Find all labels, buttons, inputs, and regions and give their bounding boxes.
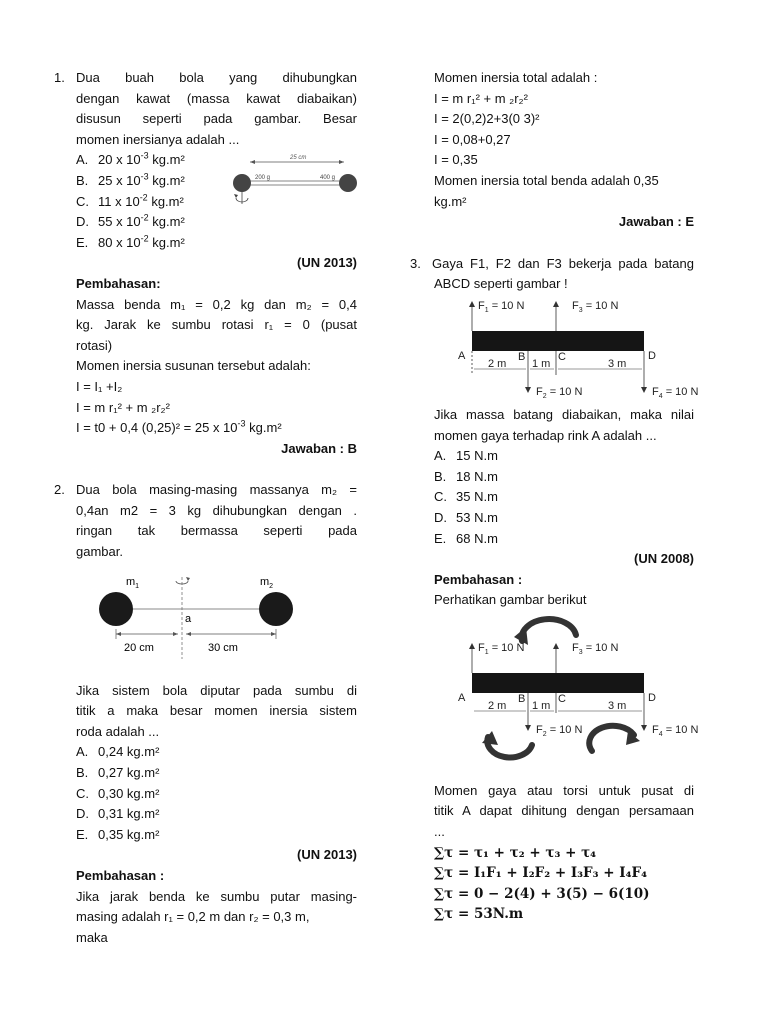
q1-solution-title: Pembahasan: — [76, 275, 161, 291]
q3-point-a: A — [458, 349, 466, 362]
q3-line-2: ABCD seperti gambar ! — [434, 276, 568, 292]
q3-point-d: D — [648, 349, 656, 362]
q1-option-e: E. 80 x $10^{-2}$ kg.m² — [76, 233, 185, 250]
q1-option-c: C. 11 x $10^{-2}$ kg.m² — [76, 192, 184, 209]
q2-after-line-3: roda adalah ... — [76, 723, 160, 739]
q3-option-c: C. 35 N.m — [434, 489, 498, 505]
q3-solution-diagram — [444, 611, 714, 781]
q1-line-1: 1. Dua buah bola yang dihubungkan — [54, 68, 357, 89]
q1-option-b: B. 25 x $10^{-3}$ kg.m² — [76, 171, 185, 188]
q3-solution-line-2: titik A dapat dihitung dengan persamaan — [434, 803, 694, 819]
q3-sol-f2-label: $F_2 = 10$ N — [536, 723, 583, 738]
q3-length-bc: 1 m — [532, 357, 551, 370]
q3-solution-line-3: ... — [434, 824, 445, 840]
q3-sol-length-cd: 3 m — [608, 699, 627, 712]
q1-solution-line-2: kg. Jarak ke sumbu rotasi r₁ = 0 (pusat — [76, 317, 357, 333]
q1-solution-line-6: I = m r₁² + m ₂r₂² — [76, 399, 170, 415]
q1-line-4: momen inersianya adalah ... — [76, 131, 240, 147]
q3-sol-point-b: B — [518, 692, 526, 705]
q3-sol-length-bc: 1 m — [532, 699, 551, 712]
q2-distance-1: 20 cm — [124, 641, 154, 654]
q2-option-d: D. 0,31 kg.m² — [76, 806, 160, 822]
q1-solution-line-5: I = I₁ +I₂ — [76, 378, 123, 394]
q3-f3-label: $F_3 = 10$ N — [572, 299, 619, 314]
q2-after-line-2: titik a maka besar momen inersia sistem — [76, 703, 357, 719]
q3-sol-point-c: C — [558, 692, 566, 705]
q1-ball-1 — [233, 174, 251, 192]
q1-line-3: disusun seperti pada gambar. Besar — [76, 111, 357, 127]
q2-source: (UN 2013) — [297, 847, 357, 863]
q1-mass-1-label: 200 g — [255, 175, 271, 182]
q1-solution-line-4: Momen inersia susunan tersebut adalah: — [76, 358, 311, 374]
q2c-line-2: I = m r₁² + m ₂r₂² — [434, 90, 528, 106]
q2-distance-2: 30 cm — [208, 641, 238, 654]
q3-equation-2: ∑τ = I₁F₁ + I₂F₂ + I₃F₃ + I₄F₄ — [434, 865, 647, 882]
q3-equation-3: ∑τ = 0 − 2(4) + 3(5) − 6(10) — [434, 885, 650, 902]
q1-answer: Jawaban : B — [281, 440, 357, 456]
q2-number: 2. — [54, 482, 65, 498]
q1-solution-line-1: Massa benda m₁ = 0,2 kg dan m₂ = 0,4 — [76, 296, 357, 312]
q1-diagram — [232, 154, 357, 216]
q2c-line-6: Momen inersia total benda adalah 0,35 — [434, 172, 659, 188]
q2-solution-line-3: maka — [76, 929, 108, 945]
q2-line-2: 0,4an m2 = 3 kg dihubungkan dengan . — [76, 502, 357, 518]
q3-rod — [472, 331, 644, 351]
question-2 — [54, 480, 357, 948]
q1-mass-2-label: 400 g — [320, 175, 336, 182]
q2-option-a: A. 0,24 kg.m² — [76, 744, 160, 760]
q3-option-b: B. 18 N.m — [434, 468, 498, 484]
q1-solution-line-3: rotasi) — [76, 337, 113, 353]
q2c-line-1: Momen inersia total adalah : — [434, 70, 598, 85]
q1-options-and-figure — [76, 150, 357, 253]
q3-f1-label: $F_1 = 10$ N — [478, 299, 525, 314]
q3-length-ab: 2 m — [488, 357, 507, 370]
q3-sol-point-a: A — [458, 691, 466, 704]
q3-after-line-2: momen gaya terhadap rink A adalah ... — [434, 427, 657, 443]
q3-equation-4: ∑τ = 53N.m — [434, 906, 524, 923]
right-column — [410, 68, 699, 925]
q3-option-e: E. 68 N.m — [434, 530, 498, 546]
q3-solution-intro: Perhatikan gambar berikut — [434, 592, 587, 608]
q2-continued — [410, 68, 694, 233]
q3-sol-f3-label: $F_3 = 10$ N — [572, 641, 619, 656]
q2c-line-5: I = 0,35 — [434, 152, 478, 168]
q2-answer: Jawaban : E — [618, 214, 694, 230]
q3-point-b: B — [518, 350, 526, 363]
q3-equation-1: ∑τ = τ₁ + τ₂ + τ₃ + τ₄ — [434, 844, 597, 861]
q1-option-a: A. 20 x $10^{-3}$ kg.m² — [76, 151, 185, 168]
q3-line-1: 3. Gaya F1, F2 dan F3 bekerja pada batang — [410, 254, 694, 275]
q1-option-d: D. 55 x $10^{-2}$ kg.m² — [76, 212, 185, 230]
q2-axis-label: a — [185, 612, 192, 625]
q3-number: 3. — [410, 255, 421, 271]
q2-line-3: ringan tak bermassa seperti pada — [76, 523, 357, 539]
q3-sol-point-d: D — [648, 691, 656, 704]
q1-number: 1. — [54, 70, 65, 85]
q3-ccw-arrow-icon — [522, 619, 576, 641]
q3-sol-length-ab: 2 m — [488, 699, 507, 712]
q2-solution-title: Pembahasan : — [76, 868, 165, 883]
q2-option-b: B. 0,27 kg.m² — [76, 765, 160, 781]
question-3 — [410, 254, 699, 925]
q2-ball-2 — [259, 592, 293, 626]
q3-f2-label: $F_2 = 10$ N — [536, 385, 583, 400]
q2-m2-label: $m_2$ — [260, 575, 274, 590]
q2-solution-line-1: Jika jarak benda ke sumbu putar masing- — [76, 888, 357, 904]
q3-diagram — [444, 295, 714, 405]
q2-solution-line-2: masing adalah r₁ = 0,2 m dan r₂ = 0,3 m, — [76, 909, 310, 925]
question-1 — [54, 68, 357, 459]
q1-ball-2 — [339, 174, 357, 192]
q2-m1-label: $m_1$ — [126, 575, 140, 590]
q3-solution-line-1: Momen gaya atau torsi untuk pusat di — [434, 782, 694, 798]
q3-sol-f1-label: $F_1 = 10$ N — [478, 641, 525, 656]
q3-f4-label: $F_4 = 10$ N — [652, 385, 699, 400]
left-column — [54, 68, 357, 948]
q2-option-c: C. 0,30 kg.m² — [76, 785, 160, 801]
q3-sol-rod — [472, 673, 644, 693]
q3-option-d: D. 53 N.m — [434, 509, 498, 525]
q3-source: (UN 2008) — [634, 551, 694, 567]
q3-solution-title: Pembahasan : — [434, 571, 523, 587]
q1-source: (UN 2013) — [297, 255, 357, 271]
q3-sol-f4-label: $F_4 = 10$ N — [652, 723, 699, 738]
q3-option-a: A. 15 N.m — [434, 448, 498, 464]
q2-diagram — [90, 569, 320, 669]
q3-point-c: C — [558, 350, 566, 363]
q2-line-1: 2. Dua bola masing-masing massanya m₂ = — [54, 480, 357, 501]
q2c-line-7: kg.m² — [434, 193, 467, 209]
q1-line-2: dengan kawat (massa kawat diabaikan) — [76, 90, 357, 106]
q1-solution-line-7: I = t0 + 0,4 (0,25)² = 25 x $10^{-3}$ kg.m² — [76, 418, 282, 436]
q3-length-cd: 3 m — [608, 357, 627, 370]
q2c-line-4: I = 0,08+0,27 — [434, 131, 511, 147]
q2-option-e: E. 0,35 kg.m² — [76, 826, 160, 842]
q2c-line-3: I = 2(0,2)2+3(0 3)² — [434, 111, 540, 127]
q1-distance-label: 25 cm — [290, 155, 307, 162]
q3-after-line-1: Jika massa batang diabaikan, maka nilai — [434, 406, 694, 422]
q2-after-line-1: Jika sistem bola diputar pada sumbu di — [76, 682, 357, 698]
q2-line-4: gambar. — [76, 544, 123, 560]
q2-ball-1 — [99, 592, 133, 626]
